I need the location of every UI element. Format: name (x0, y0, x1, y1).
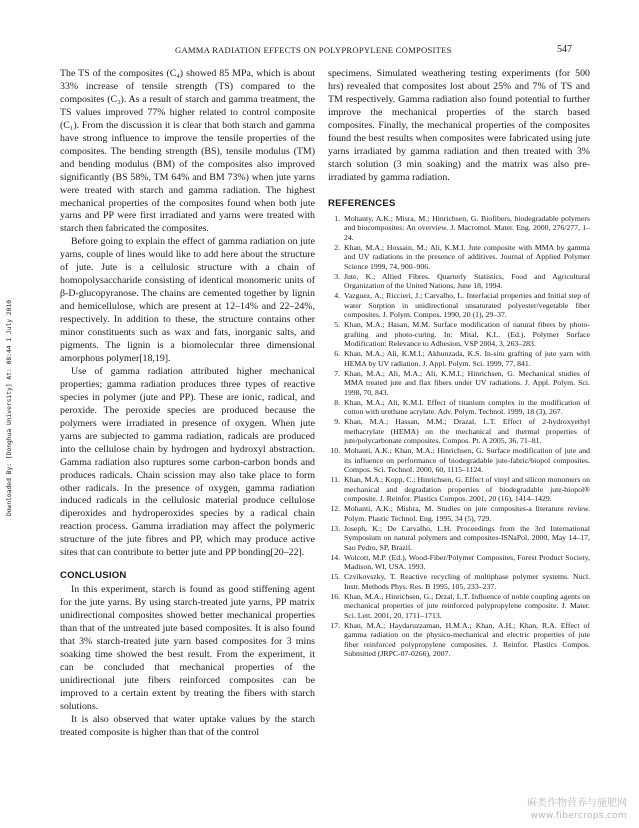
reference-text: Khan, M.A.; Hinrichsen, G.; Drzal, L.T. Influence of noble coupling agents on mechanical properties of jute reinforced polypropylene composite. J. Mater. Sci. Lett. 2001, 20, 1711–1713. (344, 591, 590, 620)
watermark-url: www.fibercrops.com (530, 811, 627, 821)
reference-text: Vazguez, A.; Riccieri, J.; Carvalho, L. Interfacial properties and Initial step of water Sorption in unidirectional unsaturated polyester/vegetable fiber composites. J. Polym. Compos. 1990, 20 (1), 29–37. (344, 291, 590, 320)
reference-number: 2. (334, 242, 340, 252)
reference-item (328, 553, 590, 572)
reference-number: 17. (330, 620, 340, 630)
conclusion-paragraph: In this experiment, starch is found as good stiffening agent for the jute yarns. By using starch-treated jute yarns, PP matrix unidirectional composites showed better mechanical properties than that of the untreated jute based composites. It is also found that 3% starch-treated jute yarn based composites for 3 mins soaking time showed the best result. From the experiment, it can be concluded that mechanical properties of the unidirectional jute fibers reinforced composites can be improved to a certain extent by treating the fibers with starch solutions. (60, 584, 315, 712)
reference-item (328, 369, 590, 398)
reference-text: Khan, M.A.; Hassan, M.M.; Drazal, L.T. Effect of 2-hydroxyethyl methacrylate (HEMA) on the mechanical and thermal properties of jute/polycarbonate composites. Compos. Pt. A 2005, 36, 71–81. (344, 417, 590, 446)
conclusion-paragraph: It is also observed that water uptake values by the starch treated composite is higher than that of the control (60, 713, 315, 738)
reference-text: Khan, M.A.; Haydaruzzaman, H.M.A.; Khan, A.H.; Khan, R.A. Effect of gamma radiation on the physico-mechanical and electric properties of jute fiber reinforced polypropylene composites. J. Reinfor. Plastics Compos. Submitted (JRPC-07-0266), 2007. (344, 620, 590, 659)
reference-text: Khan, M.A.; Ali, K.M.I. Effect of titanium complex in the modification of cotton with urethane acrylate. Adv. Polym. Technol. 1999, 18 (3), 267. (344, 397, 590, 417)
reference-item (328, 243, 590, 272)
watermark-text: 麻类作物营养与施肥网 (527, 798, 627, 809)
reference-text: Mohanty, A.K.; Misra, M.; Hinrichsen, G. Biofibers, biodegradable polymers and biocomposites: An overview. J. Macromol. Mater. Eng. 2000, 276/277, 1–24. (344, 213, 590, 242)
reference-item (328, 214, 590, 243)
paragraph-jute-structure: Before going to explain the effect of gamma radiation on jute yarns, couple of lines would like to add here about the structure of jute. Jute is a cellulosic structure with a chain of homopolysaccharide consisting of identical monomeric units of β-D-glucopyranose. The chains are cemented together by lignin and hemicellulose, which are present at 12–14% and 22–24%, respectively. In addition to these, the structure contains other minor constituents such as wax and fats, inorganic salts, and pigments. The lignin is a biomolecular three dimensional amorphous polymer[18,19]. (60, 236, 315, 364)
references-heading: REFERENCES (328, 197, 396, 209)
reference-text: Khan, M.A.; Hossain, M.; Ali, K.M.I. Jute composite with MMA by gamma and UV radiations in the presence of additives. Journal of Applied Polymer Science 1999, 74, 900–906. (344, 242, 590, 271)
reference-number: 14. (330, 552, 340, 562)
reference-text: Mohanti, A.K.; Mishra, M. Studies on jute composites-a literature review. Polym. Plastic Technol. Eng. 1995, 34 (5), 729. (344, 504, 590, 523)
reference-number: 9. (334, 417, 340, 427)
reference-number: 16. (330, 591, 340, 601)
reference-number: 12. (330, 504, 340, 514)
reference-text: Khan, M.A.; Ali, K.M.I.; Akhunzada, K.S. In-situ grafting of jute yarn with HEMA by UV radiation. J. Appl. Polym. Sci. 1999, 77, 841. (344, 349, 590, 368)
reference-item (328, 592, 590, 621)
reference-number: 5. (334, 320, 340, 330)
reference-text: Joseph, K.; De Carvalho, L.H. Proceedings from the 3rd International Symposium on natural polymers and composites-ISNaPol, 2000, May 14–17, Sao Pedro, SP, Brazil. (344, 523, 590, 552)
reference-number: 13. (330, 523, 340, 533)
reference-item (328, 417, 590, 446)
reference-item (328, 349, 590, 368)
reference-item (328, 272, 590, 291)
reference-text: Wolcott, M.P. (Ed.), Wood-Fiber/Polymer Composites, Forest Product Society, Madison, WI, USA. 1993. (344, 552, 590, 572)
reference-number: 7. (334, 368, 340, 378)
running-header (60, 45, 580, 57)
reference-text: Czvikovszky, T. Reactive recycling of multiphase polymer systems. Nucl. Instr. Methods Phys. Res. B 1995, 105, 233–237. (344, 572, 590, 591)
left-column (60, 68, 315, 740)
reference-item (328, 524, 590, 553)
right-column (328, 68, 590, 659)
reference-item (328, 291, 590, 320)
reference-item (328, 475, 590, 504)
reference-text: Khan, M.A.; Hasan, M.M. Surface modification of natural fibers by photo-grafting and photo-curing. In: Mital, K.L. (Ed.), Polymer Surface Modification: Relevance to Adhesion, VSP 2004, 3, 263–283. (344, 320, 590, 349)
reference-text: Mohanti, A.K.; Khan, M.A.; Hinrichsen, G. Surface modification of jute and its influence on performance of biodegradable jute-fabric/biopol composites. Compos. Sci. Technol. 2000, 60, 1115–1124. (344, 446, 590, 475)
reference-number: 8. (334, 397, 340, 407)
reference-number: 4. (334, 291, 340, 301)
reference-text: Khan, M.A.; Kopp, C.; Hinrichsen, G. Effect of vinyl and silicon monomers on mechanical and degradation properties of biodegradable jute-biopol® composite. J. Reinfor. Plastics Compos. 2001, 20 (16), 1414–1429. (344, 475, 590, 504)
reference-item (328, 621, 590, 659)
paragraph-results: The TS of the composites (C₄) showed 85 MPa, which is about 33% increase of tensile strength (TS) compared to the composites (C₃). As a result of starch and gamma treatment, the TS values improved 77% higher related to control composite (C₁). From the discussion it is clear that both starch and gamma have strong influence to improve the tensile properties of the composites. The bending strength (BS), tensile modulus (TM) and bending modulus (BM) of the composites also improved significantly (BS 58%, TM 64% and BM 73%) when jute yarns were treated with starch and gamma radiation. The highest mechanical properties of the composites found when both jute yarns and PP were first irradiated and yarns were treated with starch then fabricated the composites. (60, 68, 315, 235)
reference-number: 10. (330, 446, 340, 456)
reference-number: 15. (330, 572, 340, 582)
running-title: GAMMA RADIATION EFFECTS ON POLYPROPYLENE COMPOSITES (175, 45, 452, 55)
reference-text: Khan, M.A.; Ali, M.A.; Ali, K.M.I.; Hinrichsen, G. Mechanical studies of MMA treated jute and flax fibers under UV radiations. J. Appl. Polym. Sci. 1998, 70, 843. (344, 368, 590, 397)
site-watermark (527, 798, 627, 822)
reference-number: 11. (330, 475, 340, 485)
page-number: 547 (557, 44, 572, 55)
reference-number: 6. (334, 349, 340, 359)
reference-number: 3. (334, 271, 340, 281)
paragraph-gamma-radiation: Use of gamma radiation attributed higher mechanical properties; gamma radiation produces three types of reactive species in polymer (jute and PP). These are ionic, radical, and peroxide. The peroxide species are produced because the polymers were irradiated in presence of oxygen. When jute yarns are subjected to gamma radiation, radicals are produced into the cellulose chain by hydrogen and hydroxyl abstraction. Gamma radiation also ruptures some carbon-carbon bonds and produces radicals. Chain scission may also take place to form other radicals. In the presence of oxygen, gamma radiation induced radicals in the cellulosic material produce cellulose diperoxides and hydroperoxides species by a radical chain reaction process. Gamma irradiation may affect the polymeric structure of the jute fibres and PP, which may produce active sites that can contribute to better jute and PP bonding[20–22]. (60, 365, 315, 559)
reference-item (328, 504, 590, 523)
reference-item (328, 398, 590, 417)
conclusion-heading: CONCLUSION (60, 570, 127, 582)
paragraph-weathering: specimens. Simulated weathering testing experiments (for 500 hrs) revealed that composites lost about 25% and 7% of TS and TM respectively. Gamma radiation also found potential to further improve the mechanical properties of the starch based composites. Finally, the mechanical properties of the composites found the best results when composites were fabricated using jute yarns irradiated by gamma radiation and then treated with 3% starch solution (3 min soaking) and the matrix was also pre-irradiated by gamma radiation. (328, 68, 590, 183)
reference-number: 1. (334, 213, 340, 223)
reference-item (328, 320, 590, 349)
reference-item (328, 446, 590, 475)
reference-item (328, 572, 590, 591)
download-stamp: Downloaded By: [Donghua University] At: 08:44 1 July 2010 (6, 299, 13, 517)
reference-text: Jute, K.; Allied Fibres. Quarterly Statistics, Food and Agricultural Organization of the United Nations, June 18, 1994. (344, 271, 590, 291)
references-list (328, 214, 590, 659)
